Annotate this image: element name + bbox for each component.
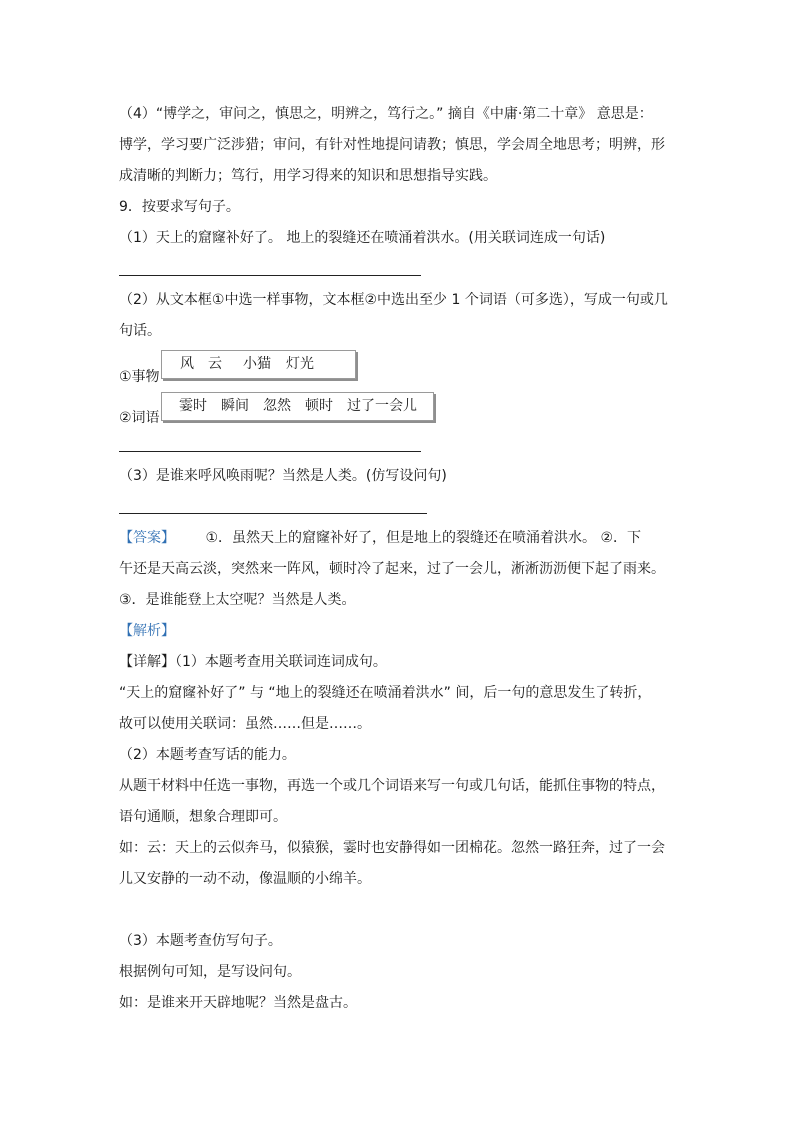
answer-line-2 [119, 451, 421, 452]
question-9-heading: 9．按要求写句子。 [119, 199, 240, 215]
detail-text: （1）本题考查用关联词连词成句。 [175, 654, 387, 670]
detail-line [119, 652, 387, 672]
box-item: 云 [208, 356, 222, 372]
question-9-part-1: （1）天上的窟窿补好了。 地上的裂缝还在喷涌着洪水。(用关联词连成一句话) [119, 230, 606, 246]
word-box-words [161, 392, 434, 421]
question-9-part-3: （3）是谁来呼风唤雨呢？当然是人类。(仿写设问句) [119, 468, 447, 484]
answer-line-3 [119, 513, 427, 514]
box-2-label: ②词语 [119, 410, 160, 426]
detail-line-8: 儿又安静的一动不动，像温顺的小绵羊。 [119, 871, 371, 887]
box-item: 风 [180, 356, 194, 372]
answer-line [119, 528, 641, 548]
analysis-tag: 【解析】 [119, 623, 175, 639]
answer-text: ①．虽然天上的窟窿补好了，但是地上的裂缝还在喷涌着洪水。 ②．下 [201, 530, 642, 546]
detail-line-5: 从题干材料中任选一事物，再选一个或几个词语来写一句或几句话，能抓住事物的特点， [119, 778, 665, 794]
q4-title: （4）“博学之，审问之，慎思之，明辨之，笃行之。” 摘自《中庸·第二十章》 意思是： [119, 106, 653, 122]
box-item: 灯光 [286, 356, 314, 372]
detail-line-2: “天上的窟窿补好了” 与 “地上的裂缝还在喷涌着洪水” 间，后一句的意思发生了转折， [119, 685, 652, 701]
answer-line-1 [119, 275, 421, 276]
box-item: 霎时 [179, 398, 207, 414]
question-9-part-2-line-1: （2）从文本框①中选一样事物，文本框②中选出至少 1 个词语（可多选），写成一句或几 [119, 292, 668, 308]
question-9-part-2-line-2: 句话。 [119, 323, 161, 339]
box-item: 瞬间 [221, 398, 249, 414]
detail-line-3: 故可以使用关联词：虽然……但是……。 [119, 716, 371, 732]
answer-tag: 【答案】 [119, 530, 175, 546]
box-item: 顿时 [305, 398, 333, 414]
box-item: 忽然 [263, 398, 291, 414]
detail-tag: 【详解】 [119, 654, 175, 670]
detail-line-9: （3）本题考查仿写句子。 [119, 933, 282, 949]
box-item: 小猫 [243, 356, 271, 372]
detail-line-6: 语句通顺，想象合理即可。 [119, 809, 287, 825]
q4-line-3: 成清晰的判断力；笃行，用学习得来的知识和思想指导实践。 [119, 168, 497, 184]
detail-line-10: 根据例句可知，是写设问句。 [119, 964, 301, 980]
box-item: 过了一会儿 [347, 398, 417, 414]
answer-line-2-text: 午还是天高云淡，突然来一阵风，顿时冷了起来，过了一会儿，淅淅沥沥便下起了雨来。 [119, 561, 665, 577]
q4-line-2: 博学，学习要广泛涉猎；审问，有针对性地提问请教；慎思，学会周全地思考；明辨，形 [119, 137, 665, 153]
answer-line-3-text: ③．是谁能登上太空呢？当然是人类。 [119, 592, 356, 608]
detail-line-7: 如：云：天上的云似奔马，似猿猴，霎时也安静得如一团棉花。忽然一路狂奔，过了一会 [119, 840, 665, 856]
box-1-label: ①事物 [119, 369, 160, 385]
detail-line-11: 如：是谁来开天辟地呢？当然是盘古。 [119, 995, 357, 1011]
detail-line-4: （2）本题考查写话的能力。 [119, 747, 296, 763]
word-box-things [161, 350, 356, 379]
